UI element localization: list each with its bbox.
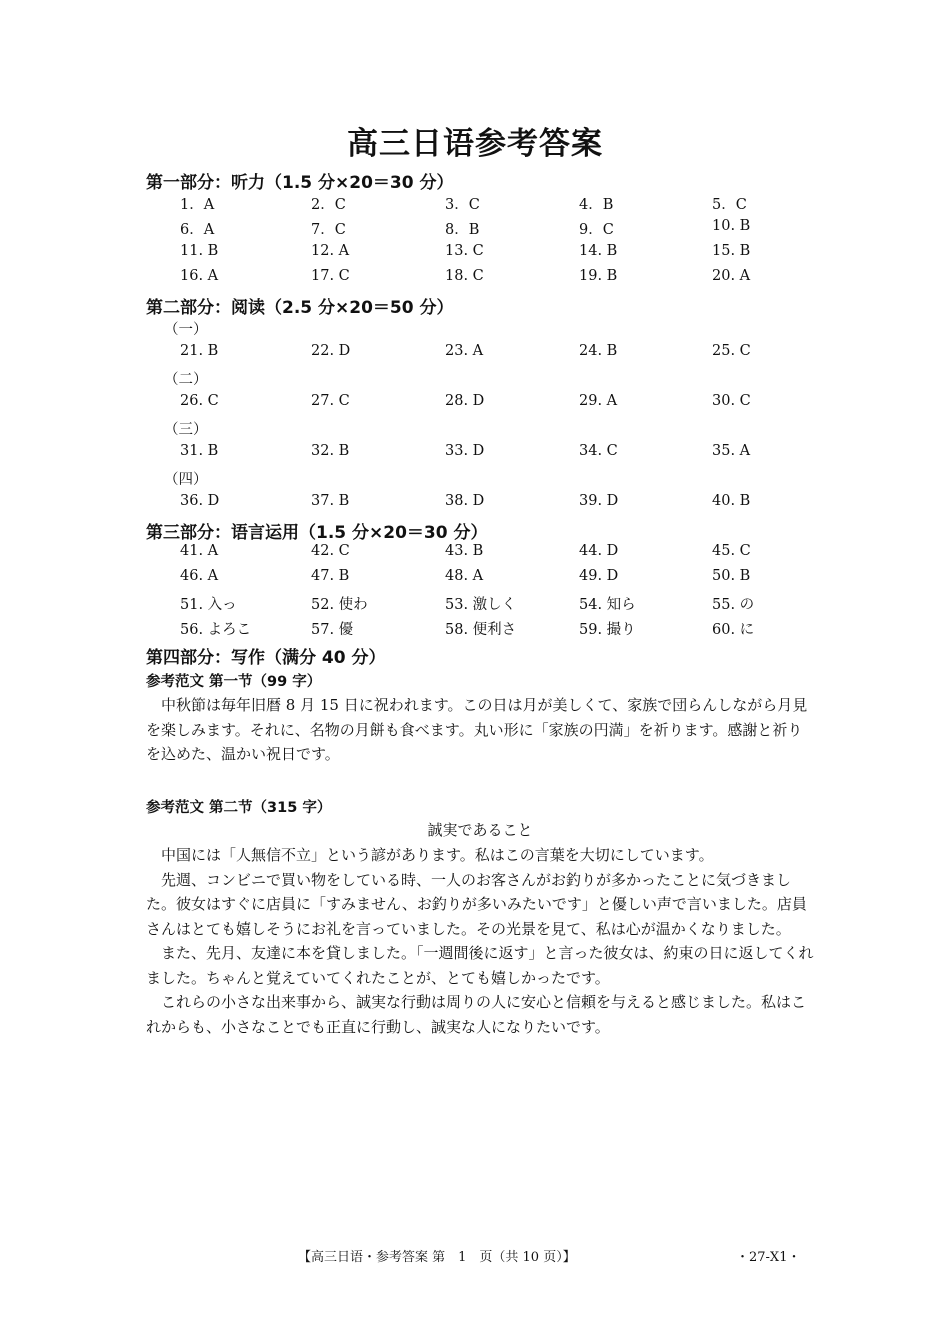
answer-item: 59. 撮り xyxy=(579,622,636,638)
answer-item: 56. よろこ xyxy=(180,622,252,638)
essay-paragraph: 中国には「人無信不立」という諺があります。私はこの言葉を大切にしています。 xyxy=(161,846,714,864)
answer-item: 15. B xyxy=(712,243,751,259)
answer-row xyxy=(0,618,950,640)
answer-item: 28. D xyxy=(445,393,485,409)
answer-item: 29. A xyxy=(579,393,618,409)
answer-row xyxy=(0,343,950,365)
answer-row xyxy=(0,443,950,465)
answer-item: 32. B xyxy=(311,443,350,459)
answer-item: 48. A xyxy=(445,568,484,584)
answer-item: 34. C xyxy=(579,443,618,459)
answer-row xyxy=(0,393,950,415)
answer-item: 19. B xyxy=(579,268,618,284)
answer-item: 31. B xyxy=(180,443,219,459)
answer-item: 47. B xyxy=(311,568,350,584)
answer-item: 11. B xyxy=(180,243,219,259)
answer-item: 18. C xyxy=(445,268,484,284)
answer-item: 40. B xyxy=(712,493,751,509)
essay-paragraph: これらの小さな出来事から、誠実な行動は周りの人に安心と信頼を与えると感じました。私はこれからも、小さなことでも正直に行動し、誠実な人になりたいです。 xyxy=(146,993,807,1036)
answer-item: 27. C xyxy=(311,393,350,409)
section-label: （四） xyxy=(164,472,208,488)
section-label: （二） xyxy=(164,372,208,388)
answer-row xyxy=(0,493,950,515)
answer-item: 16. A xyxy=(180,268,219,284)
part4-heading: 第四部分：写作（满分 40 分） xyxy=(146,648,386,668)
part1-heading: 第一部分：听力（1.5 分×20＝30 分） xyxy=(146,173,454,193)
answer-item: 43. B xyxy=(445,543,484,559)
answer-row xyxy=(0,268,950,290)
part3-heading: 第三部分：语言运用（1.5 分×20＝30 分） xyxy=(146,523,488,543)
answer-item: 45. C xyxy=(712,543,751,559)
answer-item: 1．A xyxy=(180,197,215,213)
page-footer: 【高三日语・参考答案 第 1 页（共 10 页）】 xyxy=(298,1250,576,1265)
answer-item: 3．C xyxy=(445,197,480,213)
answer-item: 22. D xyxy=(311,343,351,359)
answer-item: 23. A xyxy=(445,343,484,359)
answer-item: 14. B xyxy=(579,243,618,259)
answer-item: 53. 激しく xyxy=(445,597,517,613)
answer-item: 46. A xyxy=(180,568,219,584)
answer-item: 6．A xyxy=(180,222,215,238)
answer-item: 57. 優 xyxy=(311,622,354,638)
answer-item: 2．C xyxy=(311,197,346,213)
answer-item: 44. D xyxy=(579,543,619,559)
page-title: 高三日语参考答案 xyxy=(347,126,603,162)
answer-row xyxy=(0,218,950,240)
answer-item: 21. B xyxy=(180,343,219,359)
answer-item: 13. C xyxy=(445,243,484,259)
essay-title: 誠実であること xyxy=(427,821,533,839)
answer-item: 60. に xyxy=(712,622,755,638)
answer-item: 20. A xyxy=(712,268,751,284)
answer-item: 54. 知ら xyxy=(579,597,636,613)
section-label: （三） xyxy=(164,422,208,438)
answer-row xyxy=(0,243,950,265)
example1-text: 中秋節は毎年旧暦 8 月 15 日に祝われます。この日は月が美しくて、家族で団らんしながら月見を楽しみます。それに、名物の月餅も食べます。丸い形に「家族の円満」を祈ります。感謝と祈りを込めた、温かい祝日です。 xyxy=(146,696,808,763)
answer-item: 12. A xyxy=(311,243,350,259)
essay-paragraph: また、先月、友達に本を貸しました。「一週間後に返す」と言った彼女は、約束の日に返してくれました。ちゃんと覚えていてくれたことが、とても嬉しかったです。 xyxy=(146,944,814,987)
essay-body xyxy=(146,843,816,1039)
answer-item: 38. D xyxy=(445,493,485,509)
answer-row xyxy=(0,593,950,615)
answer-item: 52. 使わ xyxy=(311,597,368,613)
answer-row xyxy=(0,568,950,590)
page-code: ・27-X1・ xyxy=(736,1250,801,1265)
answer-item: 41. A xyxy=(180,543,219,559)
section-label: （一） xyxy=(164,322,208,338)
answer-item: 51. 入っ xyxy=(180,597,237,613)
answer-item: 4．B xyxy=(579,197,614,213)
answer-item: 49. D xyxy=(579,568,619,584)
answer-item: 37. B xyxy=(311,493,350,509)
answer-item: 50. B xyxy=(712,568,751,584)
answer-item: 36. D xyxy=(180,493,220,509)
answer-item: 42. C xyxy=(311,543,350,559)
answer-item: 30. C xyxy=(712,393,751,409)
answer-item: 26. C xyxy=(180,393,219,409)
answer-item: 58. 便利さ xyxy=(445,622,517,638)
answer-row xyxy=(0,193,950,215)
answer-item: 9．C xyxy=(579,222,614,238)
answer-item: 8．B xyxy=(445,222,480,238)
answer-item: 5．C xyxy=(712,197,747,213)
answer-item: 55. の xyxy=(712,597,755,613)
part2-heading: 第二部分：阅读（2.5 分×20＝50 分） xyxy=(146,298,454,318)
answer-row xyxy=(0,543,950,565)
answer-item: 35. A xyxy=(712,443,751,459)
answer-item: 39. D xyxy=(579,493,619,509)
answer-item: 25. C xyxy=(712,343,751,359)
answer-item: 24. B xyxy=(579,343,618,359)
answer-item: 33. D xyxy=(445,443,485,459)
answer-item: 10. B xyxy=(712,218,751,234)
answer-item: 17. C xyxy=(311,268,350,284)
example2-label: 参考范文 第二节（315 字） xyxy=(146,800,332,816)
answer-item: 7．C xyxy=(311,222,346,238)
essay-paragraph: 先週、コンビニで買い物をしている時、一人のお客さんがお釣りが多かったことに気づきました。彼女はすぐに店員に「すみません、お釣りが多いみたいです」と優しい声で言いました。店員さんはとても嬉しそうにお礼を言っていました。その光景を見て、私は心が温かくなりました。 xyxy=(146,870,807,938)
example1-label: 参考范文 第一节（99 字） xyxy=(146,674,322,690)
